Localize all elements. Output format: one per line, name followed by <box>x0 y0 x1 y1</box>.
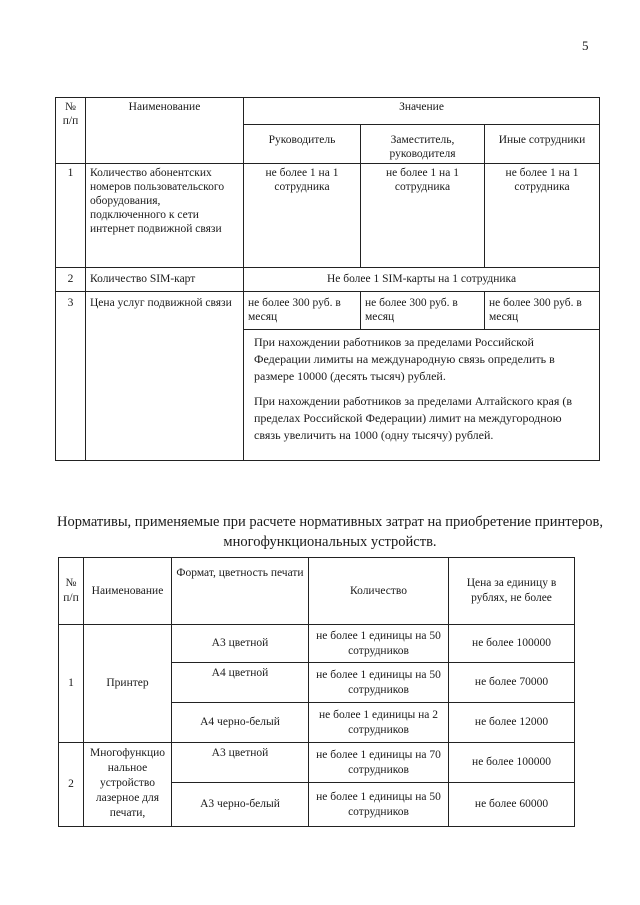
row-quantity: не более 1 единицы на 2 сотрудников <box>309 703 449 743</box>
row-name: Цена услуг подвижной связи <box>86 292 244 461</box>
row-name: Количество SIM-карт <box>86 268 244 292</box>
table-row <box>56 292 600 330</box>
column-header-num: № п/п <box>59 558 84 625</box>
printer-standards-table <box>58 557 575 827</box>
row-num: 3 <box>56 292 86 461</box>
column-header-format: Формат, цветность печати <box>172 558 309 625</box>
table-row <box>56 268 600 292</box>
communication-limits-table <box>55 97 600 461</box>
row-format: А3 черно-белый <box>172 783 309 827</box>
row-num: 2 <box>56 268 86 292</box>
row-price: не более 60000 <box>449 783 575 827</box>
table-row <box>56 164 600 268</box>
column-header-num: № п/п <box>56 98 86 164</box>
table-header-row <box>56 98 600 125</box>
row-value: не более 300 руб. в месяц <box>485 292 600 330</box>
row-merged-value: Не более 1 SIM-карты на 1 сотрудника <box>244 268 600 292</box>
row-name: Количество абонентских номеров пользовательского оборудования, подключенного к сети интернет подвижной связи <box>86 164 244 268</box>
limits-notes <box>244 330 600 461</box>
row-quantity: не более 1 единицы на 50 сотрудников <box>309 783 449 827</box>
row-price: не более 70000 <box>449 663 575 703</box>
note-long-distance: При нахождении работников за пределами Алтайского края (в пределах Российской Федерации) лимит на междугородною связь увеличить на 1000 (одну тысячу) рублей. <box>254 394 573 442</box>
row-value: не более 1 на 1 сотрудника <box>485 164 600 268</box>
row-value: не более 300 руб. в месяц <box>361 292 485 330</box>
row-num: 2 <box>59 743 84 827</box>
row-value: не более 1 на 1 сотрудника <box>244 164 361 268</box>
column-header-deputy: Заместитель, руководителя <box>361 125 485 164</box>
row-price: не более 100000 <box>449 625 575 663</box>
row-num: 1 <box>59 625 84 743</box>
row-format: А4 цветной <box>172 663 309 703</box>
row-value: не более 1 на 1 сотрудника <box>361 164 485 268</box>
note-international: При нахождении работников за пределами Российской Федерации лимиты на международную связь определить в размере 10000 (десять тысяч) рублей. <box>254 335 555 383</box>
page-number: 5 <box>582 38 589 53</box>
section-title: Нормативы, применяемые при расчете нормативных затрат на приобретение принтеров, многофункциональных устройств. <box>56 514 603 550</box>
row-price: не более 100000 <box>449 743 575 783</box>
table-row <box>59 625 575 663</box>
table-row <box>59 743 575 783</box>
column-header-others: Иные сотрудники <box>485 125 600 164</box>
row-value: не более 300 руб. в месяц <box>244 292 361 330</box>
table-header-row <box>59 558 575 625</box>
row-format: А3 цветной <box>172 743 309 783</box>
row-name: Многофункцио нальное устройство лазерное для печати, <box>84 743 172 827</box>
row-format: А4 черно-белый <box>172 703 309 743</box>
column-header-name: Наименование <box>86 98 244 164</box>
row-format: А3 цветной <box>172 625 309 663</box>
row-quantity: не более 1 единицы на 70 сотрудников <box>309 743 449 783</box>
column-header-price: Цена за единицу в рублях, не более <box>449 558 575 625</box>
row-quantity: не более 1 единицы на 50 сотрудников <box>309 625 449 663</box>
row-name: Принтер <box>84 625 172 743</box>
column-header-value: Значение <box>244 98 600 125</box>
row-price: не более 12000 <box>449 703 575 743</box>
row-quantity: не более 1 единицы на 50 сотрудников <box>309 663 449 703</box>
row-num: 1 <box>56 164 86 268</box>
column-header-name: Наименование <box>84 558 172 625</box>
column-header-head: Руководитель <box>244 125 361 164</box>
column-header-quantity: Количество <box>309 558 449 625</box>
